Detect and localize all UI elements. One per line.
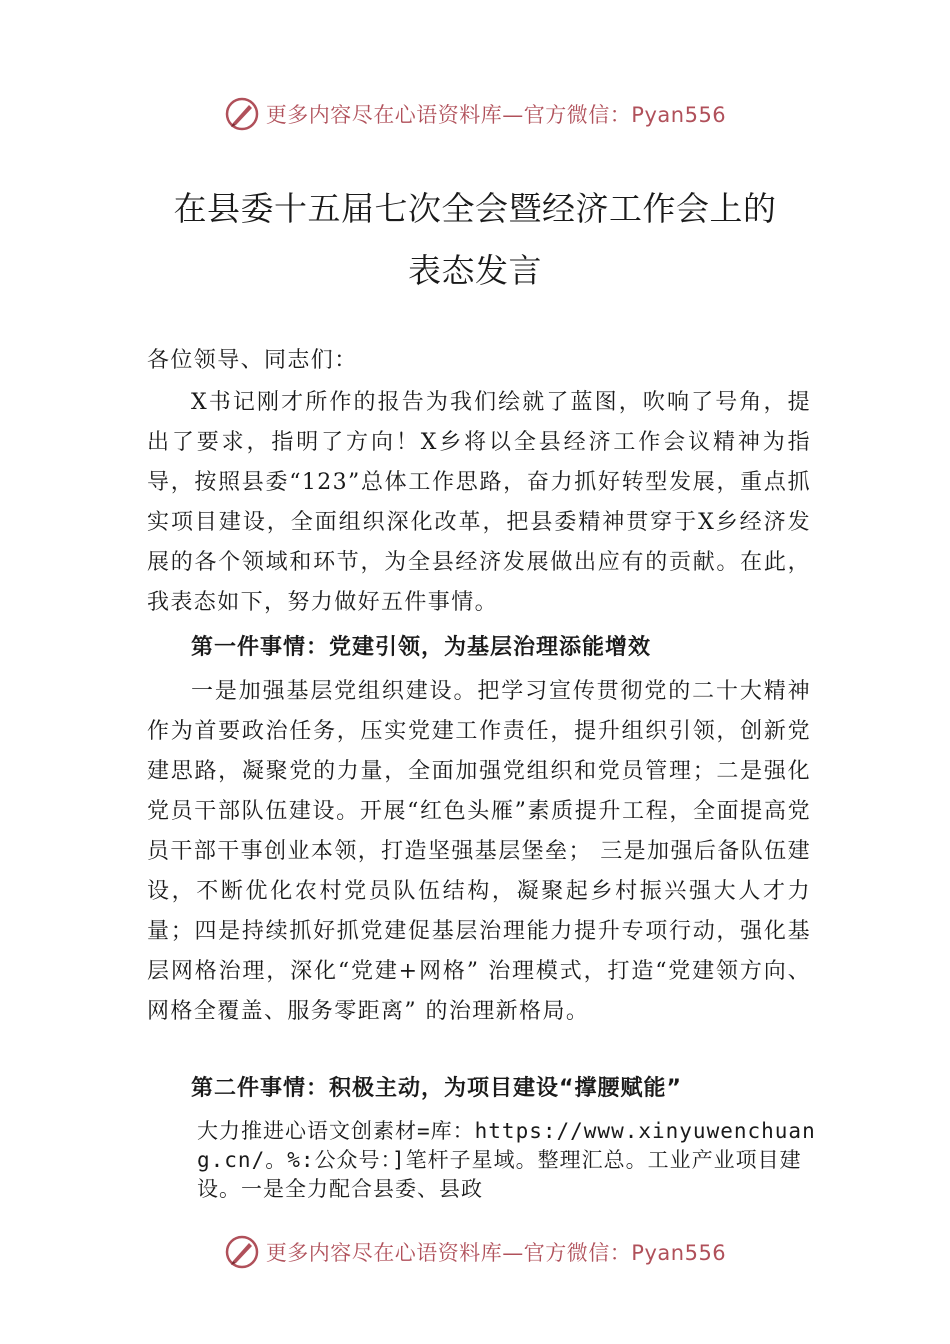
pen-logo-icon (224, 1234, 260, 1270)
greeting: 各位领导、同志们： (147, 348, 358, 373)
title-line-1: 在县委十五届七次全会暨经济工作会上的 (173, 189, 777, 228)
paragraph-section-2: 大力推进心语文创素材=库：https://www.xinyuwenchuang.cn/。%:公众号：]笔杆子星域。整理汇总。工业产业项目建设。一是全力配合县委、县政 (197, 1119, 816, 1201)
watermark-text: 更多内容尽在心语资料库—官方微信：Pyan556 (265, 1241, 727, 1265)
watermark-text: 更多内容尽在心语资料库—官方微信：Pyan556 (265, 103, 727, 127)
section-heading-2: 第二件事情：积极主动，为项目建设“撑腰赋能” (191, 1076, 682, 1101)
paragraph-intro: X书记刚才所作的报告为我们绘就了蓝图，吹响了号角，提出了要求，指明了方向！X乡将以全县经济工作会议精神为指导，按照县委“123”总体工作思路，奋力抓好转型发展，重点抓实项目建设，全面组织深化改革，把县委精神贯穿于X乡经济发展的各个领域和环节，为全县经济发展做出应有的贡献。在此，我表态如下，努力做好五件事情。 (147, 390, 811, 615)
header-watermark-banner (0, 92, 950, 136)
footer-watermark-banner (0, 1230, 950, 1274)
title-line-2: 表态发言 (408, 251, 542, 290)
pen-logo-icon (224, 96, 260, 132)
paragraph-section-1: 一是加强基层党组织建设。把学习宣传贯彻党的二十大精神作为首要政治任务，压实党建工作责任，提升组织引领，创新党建思路，凝聚党的力量，全面加强党组织和党员管理；二是强化党员干部队伍建设。开展“红色头雁”素质提升工程，全面提高党员干部干事创业本领，打造坚强基层堡垒； 三是加强后备队伍建设，不断优化农村党员队伍结构，凝聚起乡村振兴强大人才力量；四是持续抓好抓党建促基层治理能力提升专项行动，强化基层网格治理，深化“党建+网格” 治理模式，打造“党建领方向、网格全覆盖、服务零距离” 的治理新格局。 (147, 679, 811, 1024)
document-title (0, 178, 950, 302)
section-heading-1: 第一件事情：党建引领，为基层治理添能增效 (191, 635, 652, 660)
